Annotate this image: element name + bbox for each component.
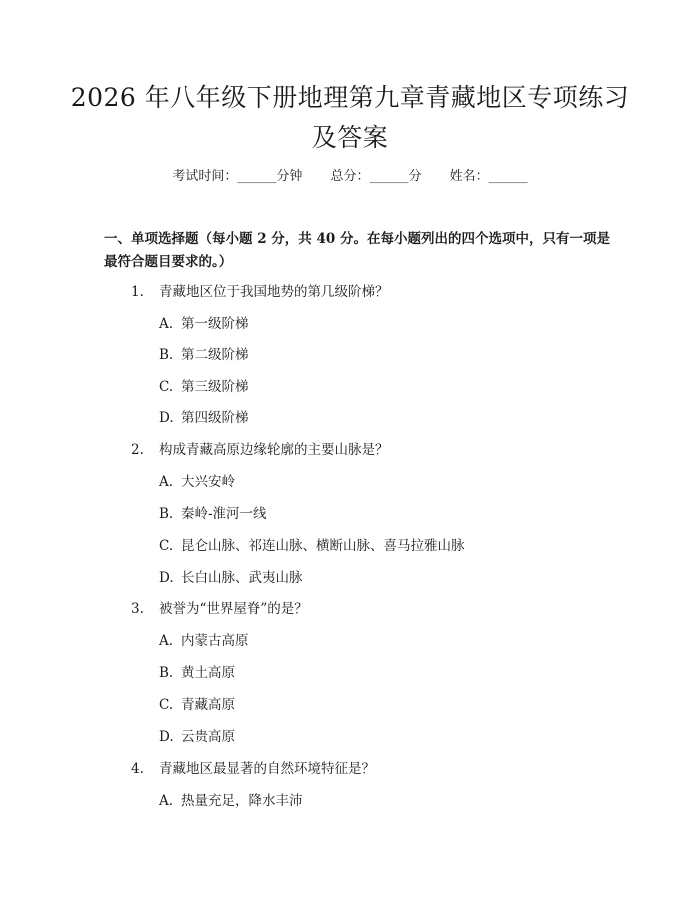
- question-text: 被誉为“世界屋脊”的是？: [159, 601, 308, 617]
- option-letter: A.: [159, 316, 174, 332]
- option-letter: B.: [159, 347, 174, 363]
- option-text: 第四级阶梯: [181, 410, 249, 426]
- option-letter: C.: [159, 379, 174, 395]
- question-1-option-b: [159, 346, 249, 364]
- option-text: 黄土高原: [181, 665, 235, 681]
- question-3: [131, 600, 308, 618]
- question-2-option-b: [159, 505, 267, 523]
- question-3-option-c: [159, 696, 235, 714]
- option-text: 长白山脉、武夷山脉: [181, 570, 303, 586]
- question-number: 2.: [131, 442, 144, 458]
- question-4-option-a: [159, 792, 303, 810]
- option-letter: D.: [159, 570, 174, 586]
- option-letter: B.: [159, 506, 174, 522]
- question-3-option-b: [159, 664, 235, 682]
- question-2: [131, 441, 389, 459]
- question-3-option-a: [159, 632, 249, 650]
- option-letter: A.: [159, 474, 174, 490]
- question-1-option-d: [159, 409, 249, 427]
- document-title: 2026 年八年级下册地理第九章青藏地区专项练习及答案: [70, 83, 630, 152]
- question-4: [131, 760, 375, 778]
- student-name-field: 姓名：______: [449, 169, 528, 184]
- option-letter: C.: [159, 697, 174, 713]
- option-letter: C.: [159, 538, 174, 554]
- question-number: 1.: [131, 284, 144, 300]
- question-number: 3.: [131, 601, 144, 617]
- option-text: 大兴安岭: [181, 474, 235, 490]
- option-text: 云贵高原: [181, 729, 235, 745]
- option-letter: D.: [159, 729, 174, 745]
- option-letter: D.: [159, 410, 174, 426]
- option-text: 第二级阶梯: [181, 347, 249, 363]
- option-letter: A.: [159, 633, 174, 649]
- question-2-option-a: [159, 473, 235, 491]
- option-text: 内蒙古高原: [181, 633, 249, 649]
- option-text: 青藏高原: [181, 697, 235, 713]
- question-text: 青藏地区最显著的自然环境特征是？: [159, 761, 375, 777]
- question-number: 4.: [131, 761, 144, 777]
- option-text: 热量充足，降水丰沛: [181, 793, 303, 809]
- option-letter: B.: [159, 665, 174, 681]
- question-2-option-d: [159, 569, 303, 587]
- option-text: 第一级阶梯: [181, 316, 249, 332]
- option-text: 秦岭-淮河一线: [181, 506, 267, 522]
- option-text: 昆仑山脉、祁连山脉、横断山脉、喜马拉雅山脉: [181, 538, 465, 554]
- total-score-field: 总分：______分: [330, 169, 422, 184]
- section-heading: 一、单项选择题（每小题 2 分，共 40 分。在每小题列出的四个选项中，只有一项是最符合题目要求的。）: [104, 231, 610, 270]
- exam-meta-line: [0, 168, 700, 186]
- option-text: 第三级阶梯: [181, 379, 249, 395]
- question-1-option-a: [159, 315, 249, 333]
- question-text: 构成青藏高原边缘轮廓的主要山脉是？: [159, 442, 389, 458]
- exam-time-field: 考试时间：______分钟: [172, 169, 303, 184]
- question-1-option-c: [159, 378, 249, 396]
- question-1: [131, 283, 389, 301]
- question-2-option-c: [159, 537, 465, 555]
- option-letter: A.: [159, 793, 174, 809]
- question-text: 青藏地区位于我国地势的第几级阶梯？: [159, 284, 389, 300]
- question-3-option-d: [159, 728, 235, 746]
